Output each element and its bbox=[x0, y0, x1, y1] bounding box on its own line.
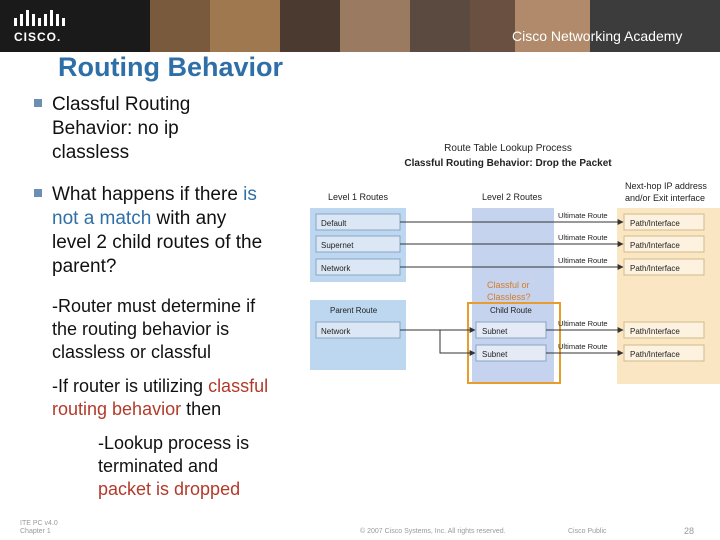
paragraph-3-line-1: -Lookup process is bbox=[98, 433, 250, 453]
child-route-label: Child Route bbox=[490, 306, 532, 315]
ultimate-route-5: Ultimate Route bbox=[558, 342, 608, 351]
bullet-2-text-c: not a match bbox=[52, 208, 152, 229]
diagram-title-1: Route Table Lookup Process bbox=[444, 143, 572, 154]
column-level2-label: Level 2 Routes bbox=[482, 192, 543, 202]
slide-title: Routing Behavior bbox=[58, 52, 284, 82]
box-parent-network-label: Network bbox=[321, 327, 351, 336]
ultimate-route-2: Ultimate Route bbox=[558, 233, 608, 242]
bullet-2-text-d: with any bbox=[151, 208, 227, 229]
footer-course-line-1: ITE PC v4.0 bbox=[20, 520, 58, 527]
paragraph-1-line-2: the routing behavior is bbox=[52, 319, 230, 339]
column-level1-label: Level 1 Routes bbox=[328, 192, 389, 202]
academy-label: Cisco Networking Academy bbox=[512, 28, 683, 44]
footer-confidential: Cisco Public bbox=[568, 528, 607, 535]
connector-parent-subnets bbox=[400, 330, 475, 353]
box-supernet-label: Supernet bbox=[321, 241, 354, 250]
paragraph-1-line-3: classless or classful bbox=[52, 342, 212, 362]
diagram-title-2: Classful Routing Behavior: Drop the Packet bbox=[404, 158, 612, 169]
column-nexthop-label-1: Next-hop IP address bbox=[625, 181, 707, 191]
bullet-1-line-3: classless bbox=[52, 142, 130, 163]
paragraph-3-line-3: packet is dropped bbox=[98, 479, 241, 499]
box-subnet-2-label: Subnet bbox=[482, 350, 508, 359]
paragraph-2-text-c: routing behavior bbox=[52, 399, 182, 419]
ultimate-route-3: Ultimate Route bbox=[558, 256, 608, 265]
footer-course-line-2: Chapter 1 bbox=[20, 528, 51, 535]
bullet-1-line-1: Classful Routing bbox=[52, 94, 191, 115]
bullet-2-text-b: is bbox=[243, 184, 257, 205]
footer-copyright: © 2007 Cisco Systems, Inc. All rights reserved. bbox=[360, 528, 506, 535]
bullet-1-line-2: Behavior: no ip bbox=[52, 118, 179, 139]
logo-text: CISCO. bbox=[14, 30, 62, 44]
box-path-2-label: Path/Interface bbox=[630, 241, 680, 250]
classful-label-1: Classful or bbox=[487, 280, 530, 290]
paragraph-3-line-2: terminated and bbox=[98, 456, 219, 476]
paragraph-2-text-b: classful bbox=[208, 376, 269, 396]
footer-course bbox=[20, 520, 58, 536]
box-path-4-label: Path/Interface bbox=[630, 327, 680, 336]
ultimate-route-4: Ultimate Route bbox=[558, 319, 608, 328]
paragraph-2-text-d: then bbox=[181, 399, 222, 419]
box-path-3-label: Path/Interface bbox=[630, 264, 680, 273]
paragraph-2-text-a: -If router is utilizing bbox=[52, 376, 209, 396]
paragraph-1-line-1: -Router must determine if bbox=[52, 296, 256, 316]
box-subnet-1-label: Subnet bbox=[482, 327, 508, 336]
parent-route-label: Parent Route bbox=[330, 306, 378, 315]
bullet-2-line-4: parent? bbox=[52, 256, 117, 277]
bullet-2-text-a: What happens if there bbox=[52, 184, 244, 205]
box-network-label: Network bbox=[321, 264, 351, 273]
column-nexthop-label-2: and/or Exit interface bbox=[625, 193, 706, 203]
box-default-label: Default bbox=[321, 219, 347, 228]
ultimate-route-1: Ultimate Route bbox=[558, 211, 608, 220]
box-path-1-label: Path/Interface bbox=[630, 219, 680, 228]
bullet-2-line-3: level 2 child routes of the bbox=[52, 232, 263, 253]
box-path-5-label: Path/Interface bbox=[630, 350, 680, 359]
footer-page-number: 28 bbox=[684, 526, 695, 536]
classful-label-2: Classless? bbox=[487, 292, 531, 302]
